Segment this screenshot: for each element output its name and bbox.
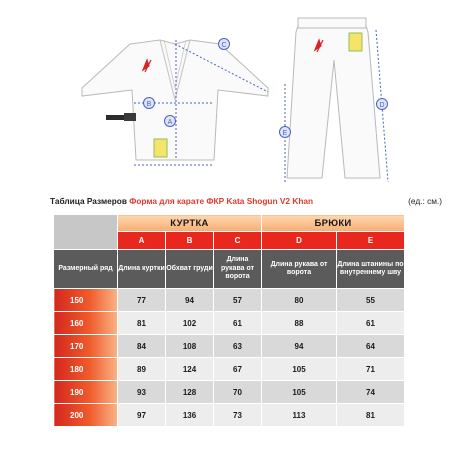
cell-c: 73 [214, 404, 262, 427]
size-table [53, 214, 405, 427]
cell-d: 94 [262, 335, 337, 358]
label-patch [154, 139, 167, 157]
cell-c: 63 [214, 335, 262, 358]
cell-e: 81 [337, 404, 405, 427]
cell-d: 113 [262, 404, 337, 427]
cell-a: 77 [118, 289, 166, 312]
svg-text:C: C [221, 42, 227, 49]
letter-e: E [337, 232, 405, 250]
cell-a: 97 [118, 404, 166, 427]
cell-e: 55 [337, 289, 405, 312]
group-pants: БРЮКИ [262, 215, 405, 232]
table-row [54, 289, 405, 312]
cell-a: 93 [118, 381, 166, 404]
cell-b: 94 [166, 289, 214, 312]
marker-c [219, 39, 230, 50]
marker-d [377, 99, 388, 110]
table-row [54, 358, 405, 381]
svg-text:B: B [146, 101, 152, 108]
cell-e: 64 [337, 335, 405, 358]
cell-c: 57 [214, 289, 262, 312]
table-row [54, 404, 405, 427]
letter-b: B [166, 232, 214, 250]
row-size: 160 [54, 312, 118, 335]
cell-e: 74 [337, 381, 405, 404]
cell-e: 61 [337, 312, 405, 335]
svg-text:E: E [282, 130, 288, 137]
product-name: Форма для карате ФКР Kata Shogun V2 Khan [129, 196, 314, 206]
marker-e [280, 127, 291, 138]
cell-b: 124 [166, 358, 214, 381]
table-title [50, 194, 450, 208]
header-d: Длина рукава от ворота [262, 250, 337, 289]
svg-text:D: D [379, 102, 385, 109]
header-b: Обхват груди [166, 250, 214, 289]
table-row [54, 312, 405, 335]
pants-drawing [280, 18, 389, 182]
row-size: 200 [54, 404, 118, 427]
cell-c: 67 [214, 358, 262, 381]
header-c: Длина рукава от ворота [214, 250, 262, 289]
header-e: Длина штанины по внутреннему шву [337, 250, 405, 289]
table-row [54, 381, 405, 404]
header-size: Размерный ряд [54, 250, 118, 289]
letter-c: C [214, 232, 262, 250]
row-size: 190 [54, 381, 118, 404]
cell-d: 105 [262, 381, 337, 404]
cell-d: 88 [262, 312, 337, 335]
header-a: Длина куртки [118, 250, 166, 289]
letter-a: A [118, 232, 166, 250]
marker-b [144, 98, 155, 109]
cell-c: 70 [214, 381, 262, 404]
unit-note: (ед.: см.) [408, 196, 442, 206]
table-row [54, 335, 405, 358]
cell-a: 89 [118, 358, 166, 381]
cell-b: 128 [166, 381, 214, 404]
row-size: 150 [54, 289, 118, 312]
belt-end [106, 115, 124, 120]
title-prefix: Таблица Размеров [50, 196, 127, 206]
cell-b: 102 [166, 312, 214, 335]
cell-a: 84 [118, 335, 166, 358]
row-size: 170 [54, 335, 118, 358]
marker-a [165, 116, 176, 127]
group-jacket: КУРТКА [118, 215, 262, 232]
cell-e: 71 [337, 358, 405, 381]
jacket-drawing [82, 39, 268, 166]
cell-a: 81 [118, 312, 166, 335]
cell-b: 136 [166, 404, 214, 427]
cell-c: 61 [214, 312, 262, 335]
svg-text:A: A [167, 119, 173, 126]
cell-b: 108 [166, 335, 214, 358]
cell-d: 105 [262, 358, 337, 381]
cell-d: 80 [262, 289, 337, 312]
table-corner [54, 215, 118, 250]
row-size: 180 [54, 358, 118, 381]
letter-d: D [262, 232, 337, 250]
uniform-illustration [0, 0, 450, 190]
